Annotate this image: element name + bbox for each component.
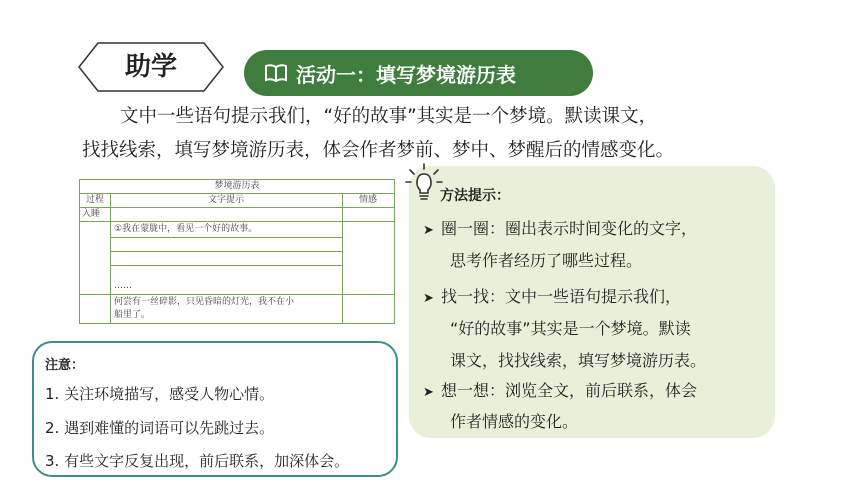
table-wake-line-2: 船里了。 [114,310,151,320]
section-label-text: 助学 [124,52,177,82]
tip-find-line-2: “好的故事”其实是一个梦境。默读 [450,319,691,338]
tip-circle-line-2: 思考作者经历了哪些过程。 [450,251,643,270]
table-header-process: 过程 [85,195,104,205]
arrow-bullet-icon: ➤ [423,385,434,400]
table-wake-line-1: 何尝有一丝碎影，只见昏暗的灯光，我不在小 [114,297,295,307]
table-dream-first-line: ①我在蒙胧中，看见一个好的故事。 [114,224,258,234]
notes-title: 注意： [45,358,85,373]
activity-title: 活动一：填写梦境游历表 [296,62,516,87]
note-item-1: 1. 关注环境描写，感受人物心情。 [45,385,275,403]
tip-think-line-1: ➤ 想一想：浏览全文，前后联系，体会 [423,381,698,400]
tip-find-line-3: 课文，找找线索，填写梦境游历表。 [450,351,707,370]
book-icon [264,63,288,83]
lightbulb-icon [404,162,444,202]
activity-banner [244,50,593,96]
dream-itinerary-table [79,179,395,324]
tips-title: 方法提示： [440,188,510,204]
table-row-label-sleep: 入睡 [82,209,101,219]
note-item-3: 3. 有些文字反复出现，前后联系，加深体会。 [45,452,350,470]
tip-circle-line-1: ➤ 圈一圈：圈出表示时间变化的文字， [423,219,698,238]
tip-find-line-1: ➤ 找一找：文中一些语句提示我们， [423,287,682,306]
table-ellipsis: …… [114,281,132,291]
section-label [78,42,224,92]
table-header-text-hint: 文字提示 [207,195,244,205]
note-item-2: 2. 遇到难懂的词语可以先跳过去。 [45,419,275,437]
table-header-emotion: 情感 [358,195,377,205]
table-title: 梦境游历表 [214,181,260,191]
arrow-bullet-icon: ➤ [423,223,434,238]
intro-line-2: 找找线索，填写梦境游历表，体会作者梦前、梦中、梦醒后的情感变化。 [82,140,675,161]
arrow-bullet-icon: ➤ [423,291,434,306]
tip-think-line-2: 作者情感的变化。 [450,412,579,431]
intro-line-1: 文中一些语句提示我们，“好的故事”其实是一个梦境。默读课文， [120,106,658,127]
